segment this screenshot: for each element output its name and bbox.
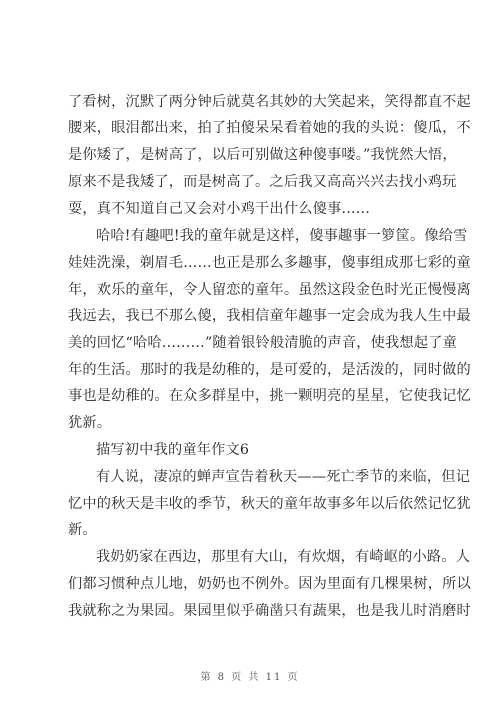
text-line: 是你矮了，是树高了，以后可别做这种傻事喽。”我恍然大悟， [68,147,457,163]
text-line: 耍，真不知道自己又会对小鸡干出什么傻事…… [68,201,371,217]
text-line: 原来不是我矮了，而是树高了。之后我又高高兴兴去找小鸡玩 [68,174,457,190]
text-line: 腰来，眼泪都出来，拍了拍傻呆呆看着她的我的头说：傻瓜，不 [68,120,471,136]
paragraph-first-line: 哈哈!有趣吧!我的童年就是这样，傻事趣事一箩筐。像给雪 [96,228,468,244]
text-line: 犹新。 [68,415,112,431]
text-line: 忆中的秋天是丰收的季节，秋天的童年故事多年以后依然记忆犹 [68,496,471,512]
text-line: 事也是幼稚的。在众多群星中，挑一颗明亮的星星，它使我记忆 [68,388,471,404]
paragraph-first-line: 有人说，凄凉的蝉声宣告着秋天——死亡季节的来临，但记 [96,469,471,485]
section-heading: 描写初中我的童年作文6 [96,442,250,458]
text-line: 美的回忆“哈哈………”随着银铃般清脆的声音，使我想起了童 [68,335,457,351]
text-line: 我就称之为果园。果园里似乎确凿只有蔬果，也是我儿时消磨时 [68,603,471,619]
page-number-footer: 第 8 页 共 11 页 [200,672,300,683]
text-line: 我远去，我已不那么傻，我相信童年趣事一定会成为我人生中最 [68,308,471,324]
paragraph-first-line: 我奶奶家在西边，那里有大山，有炊烟，有崎岖的小路。人 [96,549,471,565]
text-line: 年的生活。那时的我是幼稚的，是可爱的，是活泼的，同时做的 [68,362,471,378]
text-line: 娃娃洗澡，剃眉毛……也正是那么多趣事，傻事组成那七彩的童 [68,255,471,271]
text-line: 新。 [68,522,97,538]
text-line: 年，欢乐的童年，令人留恋的童年。虽然这段金色时光正慢慢离 [68,282,471,298]
text-line: 们都习惯种点儿地，奶奶也不例外。因为里面有几棵果树，所以 [68,576,471,592]
text-line: 了看树，沉默了两分钟后就莫名其妙的大笑起来，笑得都直不起 [68,94,471,110]
